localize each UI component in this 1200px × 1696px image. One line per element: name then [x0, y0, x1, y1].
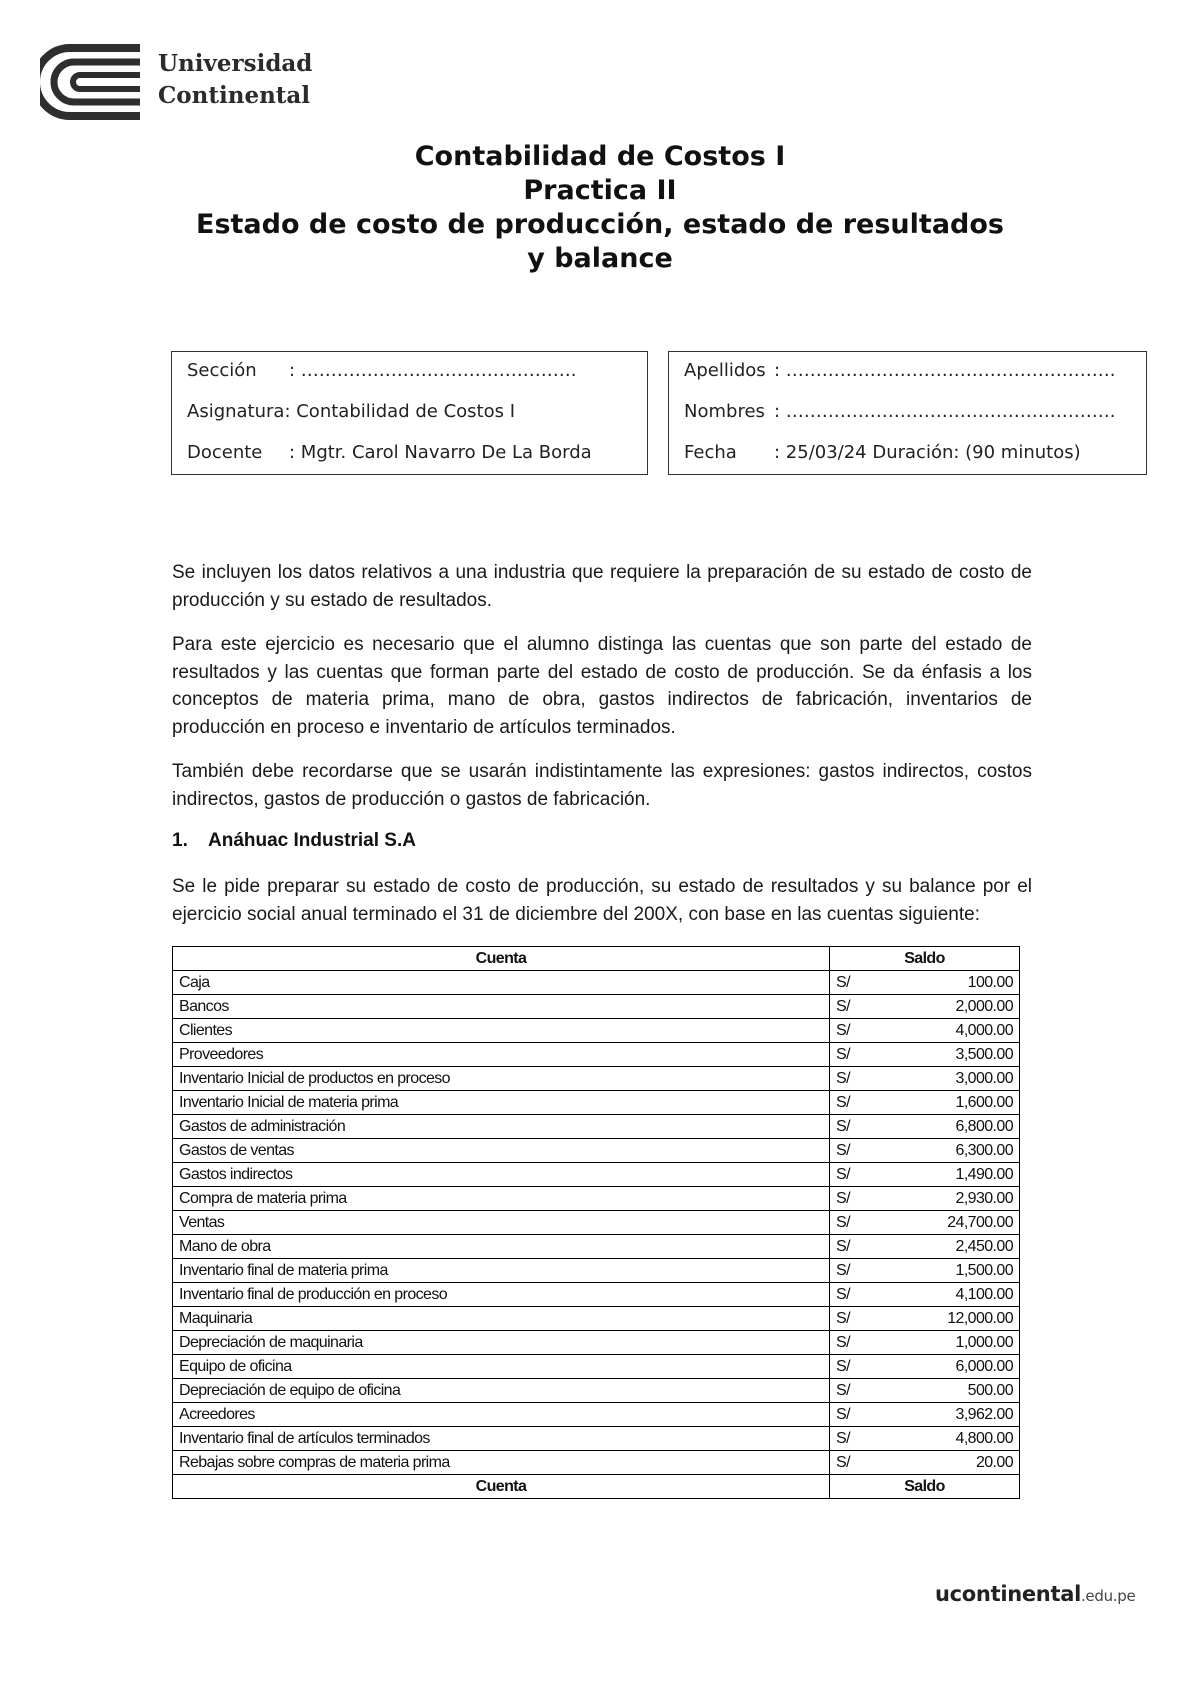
apellidos-value: : ………………………………………………. — [774, 360, 1116, 381]
currency-symbol: S/ — [830, 1403, 880, 1427]
account-name: Inventario Inicial de materia prima — [173, 1091, 830, 1115]
table-row — [173, 1427, 1020, 1451]
account-name: Maquinaria — [173, 1307, 830, 1331]
paragraph-intro: Se incluyen los datos relativos a una industria que requiere la preparación de su estado de costo de producción y su estado de resultados. — [172, 562, 1032, 611]
currency-symbol: S/ — [830, 1331, 880, 1355]
account-name: Inventario Inicial de productos en proceso — [173, 1067, 830, 1091]
footer-brand-name: ucontinental — [935, 1582, 1081, 1606]
account-amount: 1,000.00 — [880, 1331, 1020, 1355]
footer-balance: Saldo — [830, 1475, 1020, 1499]
account-amount: 3,500.00 — [880, 1043, 1020, 1067]
account-name: Gastos de ventas — [173, 1139, 830, 1163]
asignatura-label: Asignatura — [187, 401, 285, 422]
account-name: Mano de obra — [173, 1235, 830, 1259]
header-account: Cuenta — [173, 947, 830, 971]
table-row — [173, 1043, 1020, 1067]
fecha-row — [684, 442, 1081, 463]
account-amount: 24,700.00 — [880, 1211, 1020, 1235]
account-amount: 20.00 — [880, 1451, 1020, 1475]
currency-symbol: S/ — [830, 1187, 880, 1211]
account-amount: 6,300.00 — [880, 1139, 1020, 1163]
account-amount: 12,000.00 — [880, 1307, 1020, 1331]
currency-symbol: S/ — [830, 1139, 880, 1163]
nombres-value: : ………………………………………………. — [774, 401, 1116, 422]
table-row — [173, 1115, 1020, 1139]
table-row — [173, 1139, 1020, 1163]
table-row — [173, 1235, 1020, 1259]
currency-symbol: S/ — [830, 1163, 880, 1187]
apellidos-row — [684, 360, 1116, 381]
paragraph-terms: También debe recordarse que se usarán indistintamente las expresiones: gastos indirectos, costos indirectos, gastos de producción o gastos de fabricación. — [172, 761, 1032, 810]
seccion-value: : ………………………………………. — [289, 360, 577, 381]
title-line3: Estado de costo de producción, estado de resultados — [196, 209, 1004, 240]
account-name: Ventas — [173, 1211, 830, 1235]
nombres-label: Nombres — [684, 401, 765, 422]
logo-text — [158, 48, 312, 112]
account-name: Depreciación de maquinaria — [173, 1331, 830, 1355]
fecha-label: Fecha — [684, 442, 737, 463]
asignatura-row — [187, 401, 515, 422]
table-row — [173, 1187, 1020, 1211]
currency-symbol: S/ — [830, 1379, 880, 1403]
document-title — [0, 140, 1200, 276]
table-row — [173, 1307, 1020, 1331]
currency-symbol: S/ — [830, 995, 880, 1019]
docente-value: : Mgtr. Carol Navarro De La Borda — [289, 442, 592, 463]
asignatura-value: : Contabilidad de Costos I — [284, 401, 516, 422]
account-name: Acreedores — [173, 1403, 830, 1427]
account-amount: 2,930.00 — [880, 1187, 1020, 1211]
account-name: Inventario final de producción en proceso — [173, 1283, 830, 1307]
account-amount: 3,000.00 — [880, 1067, 1020, 1091]
account-name: Gastos de administración — [173, 1115, 830, 1139]
account-amount: 4,000.00 — [880, 1019, 1020, 1043]
university-logo — [40, 42, 330, 122]
currency-symbol: S/ — [830, 1115, 880, 1139]
logo-line2: Continental — [158, 82, 311, 109]
currency-symbol: S/ — [830, 1067, 880, 1091]
footer-account: Cuenta — [173, 1475, 830, 1499]
account-amount: 500.00 — [880, 1379, 1020, 1403]
account-amount: 1,600.00 — [880, 1091, 1020, 1115]
table-row — [173, 1211, 1020, 1235]
currency-symbol: S/ — [830, 1019, 880, 1043]
currency-symbol: S/ — [830, 1355, 880, 1379]
section-heading — [172, 830, 416, 852]
table-row — [173, 1091, 1020, 1115]
table-row — [173, 1259, 1020, 1283]
account-name: Rebajas sobre compras de materia prima — [173, 1451, 830, 1475]
title-line2: Practica II — [523, 175, 677, 206]
account-name: Bancos — [173, 995, 830, 1019]
account-amount: 6,000.00 — [880, 1355, 1020, 1379]
account-amount: 1,500.00 — [880, 1259, 1020, 1283]
account-name: Proveedores — [173, 1043, 830, 1067]
account-amount: 2,450.00 — [880, 1235, 1020, 1259]
accounts-table — [172, 946, 1020, 1499]
title-line4: y balance — [527, 243, 673, 274]
docente-row — [187, 442, 592, 463]
account-amount: 6,800.00 — [880, 1115, 1020, 1139]
currency-symbol: S/ — [830, 1211, 880, 1235]
table-row — [173, 1283, 1020, 1307]
account-amount: 100.00 — [880, 971, 1020, 995]
section-title: Anáhuac Industrial S.A — [208, 830, 416, 851]
table-row — [173, 1163, 1020, 1187]
table-row — [173, 1067, 1020, 1091]
account-amount: 4,800.00 — [880, 1427, 1020, 1451]
account-name: Compra de materia prima — [173, 1187, 830, 1211]
account-amount: 4,100.00 — [880, 1283, 1020, 1307]
account-name: Equipo de oficina — [173, 1355, 830, 1379]
logo-line1: Universidad — [158, 50, 313, 77]
currency-symbol: S/ — [830, 1043, 880, 1067]
course-info-box — [171, 351, 648, 475]
currency-symbol: S/ — [830, 1259, 880, 1283]
apellidos-label: Apellidos — [684, 360, 766, 381]
seccion-row — [187, 360, 577, 381]
table-footer-row — [173, 1475, 1020, 1499]
seccion-label: Sección — [187, 360, 257, 381]
section-number: 1. — [172, 830, 188, 851]
account-amount: 3,962.00 — [880, 1403, 1020, 1427]
nombres-row — [684, 401, 1116, 422]
currency-symbol: S/ — [830, 1235, 880, 1259]
table-row — [173, 995, 1020, 1019]
account-name: Inventario final de artículos terminados — [173, 1427, 830, 1451]
student-info-box — [668, 351, 1147, 475]
paragraph-instructions: Para este ejercicio es necesario que el alumno distinga las cuentas que son parte del estado de resultados y las cuentas que forman parte del estado de costo de producción. Se da énfasis a los conceptos de materia prima, mano de obra, gastos indirectos de fabricación, inventarios de producción en proceso e inventario de artículos terminados. — [172, 634, 1032, 738]
logo-mark-icon — [40, 42, 144, 122]
table-header-row — [173, 947, 1020, 971]
docente-label: Docente — [187, 442, 263, 463]
currency-symbol: S/ — [830, 1307, 880, 1331]
table-body — [173, 971, 1020, 1475]
currency-symbol: S/ — [830, 1451, 880, 1475]
currency-symbol: S/ — [830, 971, 880, 995]
account-amount: 1,490.00 — [880, 1163, 1020, 1187]
table-row — [173, 1451, 1020, 1475]
footer-brand-domain: .edu.pe — [1080, 1587, 1136, 1605]
footer-brand — [935, 1582, 1135, 1606]
account-name: Clientes — [173, 1019, 830, 1043]
currency-symbol: S/ — [830, 1427, 880, 1451]
fecha-value: : 25/03/24 Duración: (90 minutos) — [774, 442, 1081, 463]
table-row — [173, 1403, 1020, 1427]
account-name: Depreciación de equipo de oficina — [173, 1379, 830, 1403]
table-row — [173, 971, 1020, 995]
table-row — [173, 1379, 1020, 1403]
account-name: Inventario final de materia prima — [173, 1259, 830, 1283]
header-balance: Saldo — [830, 947, 1020, 971]
account-name: Caja — [173, 971, 830, 995]
paragraph-task: Se le pide preparar su estado de costo de producción, su estado de resultados y su balance por el ejercicio social anual terminado el 31 de diciembre del 200X, con base en las cuentas siguiente: — [172, 876, 1032, 925]
title-line1: Contabilidad de Costos I — [414, 141, 786, 172]
account-amount: 2,000.00 — [880, 995, 1020, 1019]
table-row — [173, 1355, 1020, 1379]
table-row — [173, 1331, 1020, 1355]
currency-symbol: S/ — [830, 1283, 880, 1307]
account-name: Gastos indirectos — [173, 1163, 830, 1187]
currency-symbol: S/ — [830, 1091, 880, 1115]
table-row — [173, 1019, 1020, 1043]
